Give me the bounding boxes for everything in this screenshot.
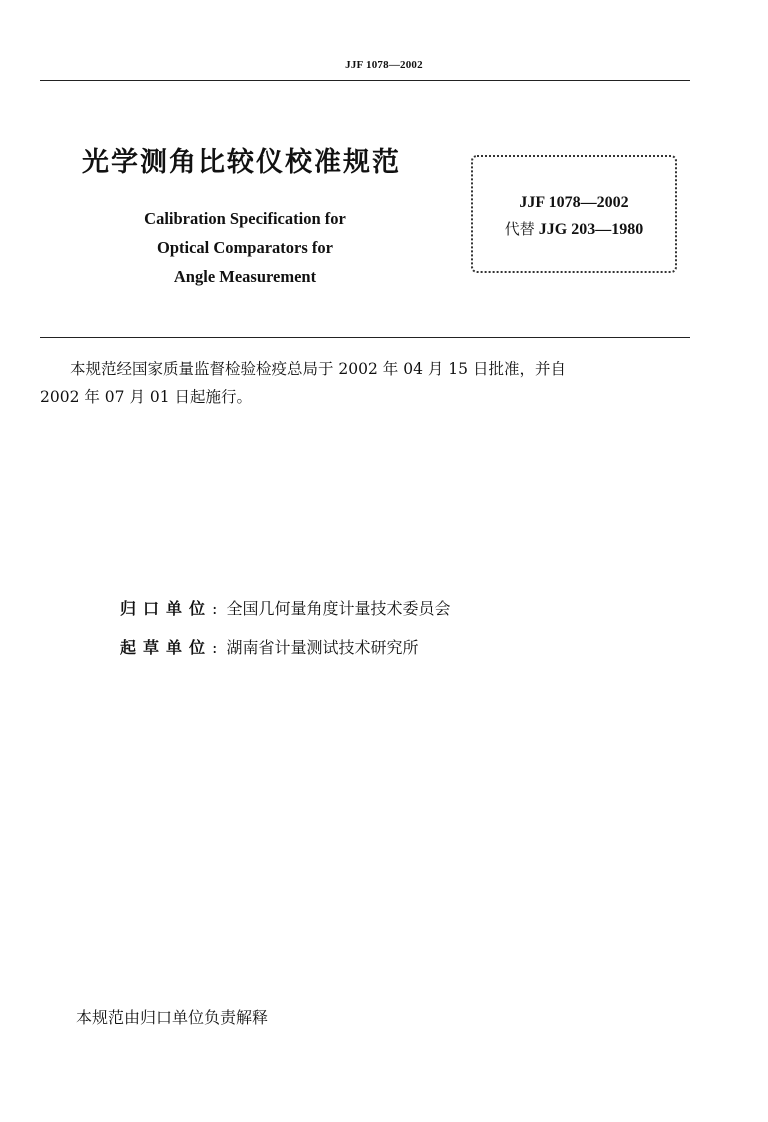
responsible-unit-row: 归口单位: 全国几何量角度计量技术委员会 bbox=[120, 599, 451, 618]
chinese-title: 光学测角比较仪校准规范 bbox=[82, 147, 401, 178]
replaces-label: 代替 bbox=[504, 220, 535, 238]
replaces-code: JJG 203—1980 bbox=[538, 221, 644, 238]
interpretation-note: 本规范由归口单位负责解释 bbox=[76, 1008, 269, 1027]
drafting-unit-row: 起草单位: 湖南省计量测试技术研究所 bbox=[120, 638, 419, 657]
top-divider bbox=[40, 80, 690, 81]
box-standard-code: JJF 1078—2002 bbox=[519, 194, 629, 211]
responsible-unit-value: 全国几何量角度计量技术委员会 bbox=[226, 599, 451, 618]
responsible-unit-label: 归口单位 bbox=[120, 599, 213, 618]
drafting-unit-label: 起草单位 bbox=[120, 638, 213, 657]
english-title-line-3: Angle Measurement bbox=[173, 267, 317, 286]
middle-divider bbox=[40, 337, 690, 338]
header-standard-code: JJF 1078—2002 bbox=[345, 59, 423, 71]
english-title bbox=[100, 204, 390, 291]
approval-statement bbox=[40, 355, 690, 411]
english-title-line-2: Optical Comparators for bbox=[157, 238, 333, 257]
drafting-unit-value: 湖南省计量测试技术研究所 bbox=[226, 638, 419, 657]
approval-line-2: 2002 年 07 月 01 日起施行。 bbox=[40, 388, 253, 406]
english-title-line-1: Calibration Specification for bbox=[144, 209, 346, 228]
box-replaces-line bbox=[473, 216, 675, 243]
approval-line-1: 本规范经国家质量监督检验检疫总局于 2002 年 04 月 15 日批准，并自 bbox=[70, 360, 566, 378]
standard-code-box bbox=[471, 155, 677, 273]
